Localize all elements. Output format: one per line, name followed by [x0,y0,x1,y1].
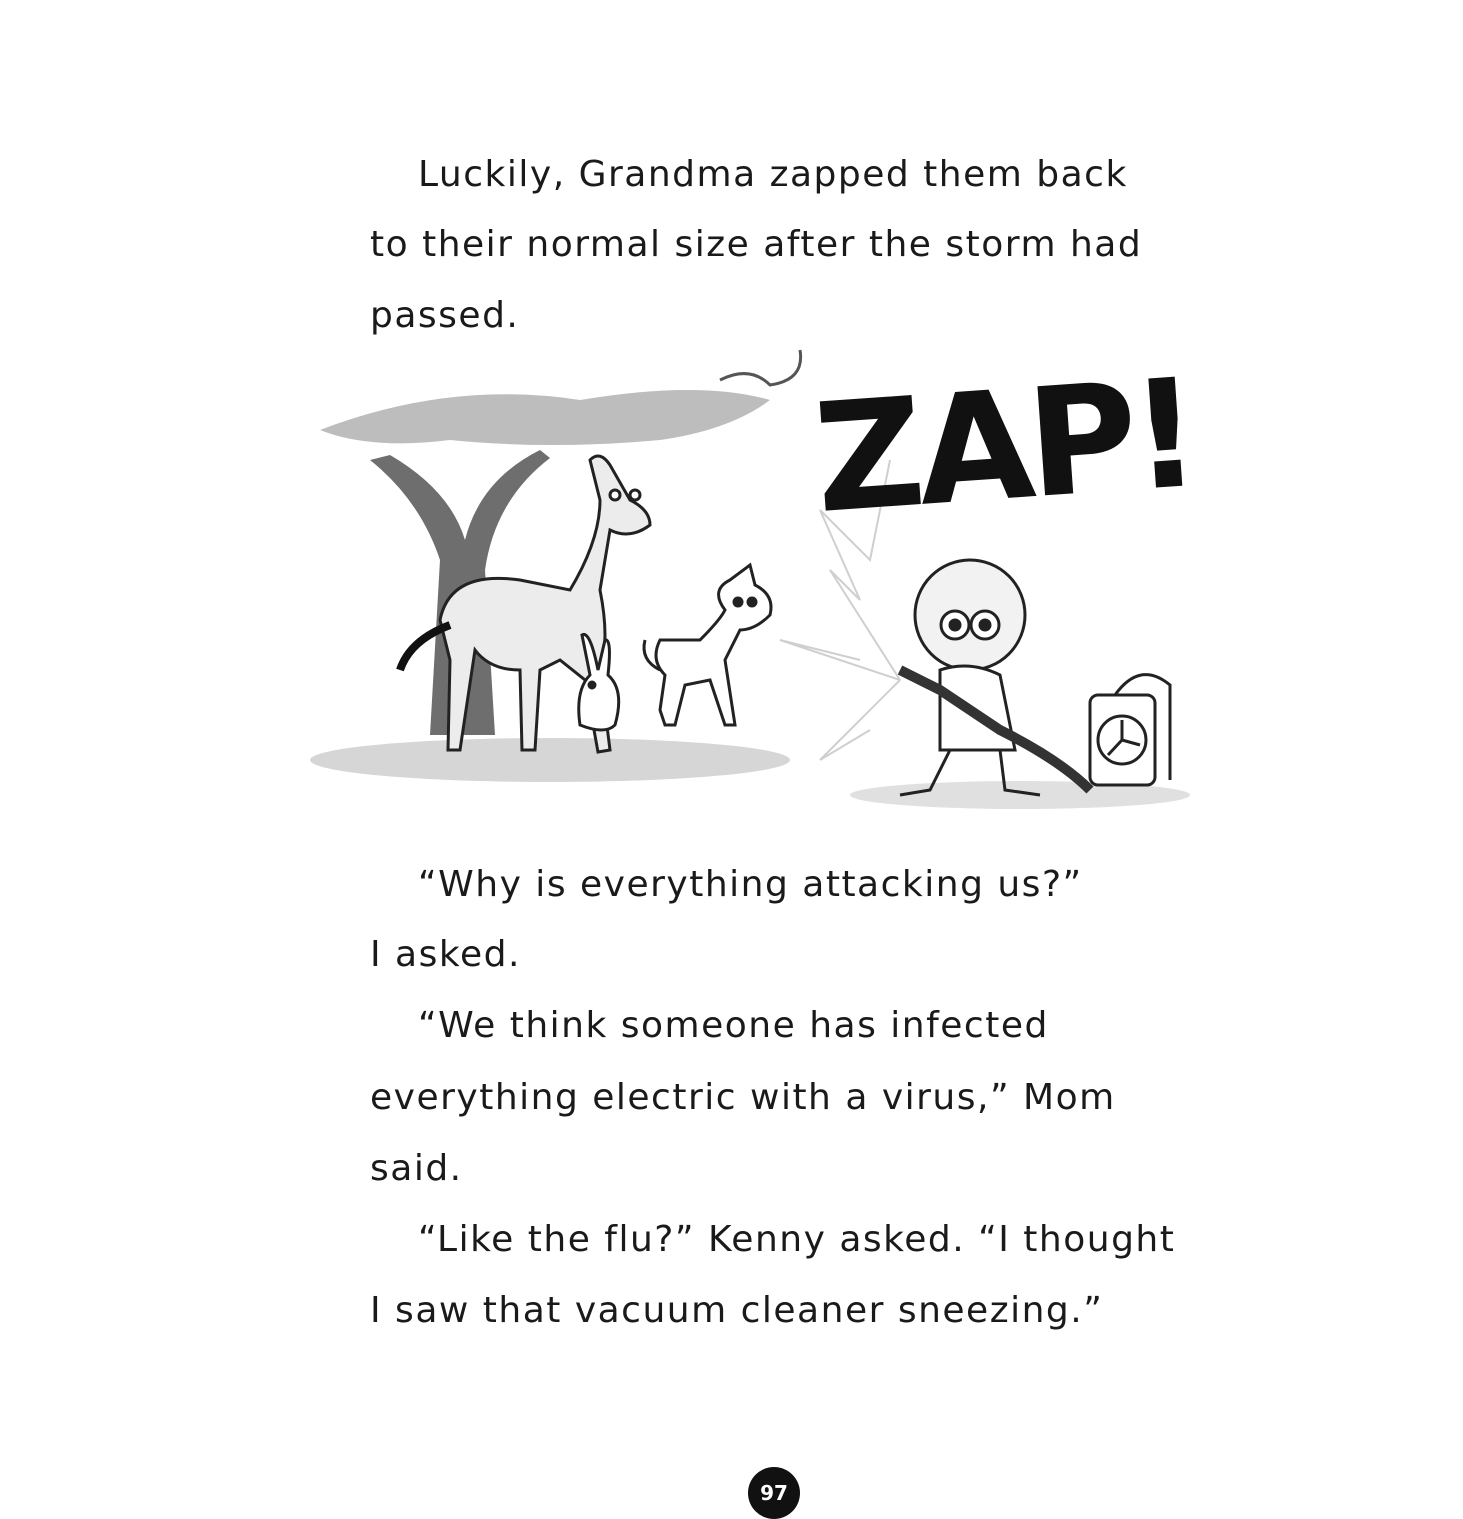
dialogue-line: said. [370,1148,463,1189]
dialogue-line: “We think someone has infected [418,1005,1049,1046]
zap-sound-effect: ZAP! [809,346,1200,548]
dialogue-line: “Like the flu?” Kenny asked. “I thought [418,1219,1176,1260]
paragraph-line: passed. [370,295,520,336]
dialogue-line: “Why is everything attacking us?” [418,864,1083,905]
paragraph-line: Luckily, Grandma zapped them back [418,154,1128,195]
dialogue-line: everything electric with a virus,” Mom [370,1077,1116,1118]
ground-shadow [310,738,1190,809]
paragraph-line: to their normal size after the storm had [370,224,1143,265]
dog-icon [644,565,771,725]
girl-icon [900,560,1090,795]
dialogue-line: I asked. [370,934,521,975]
dialogue-line: I saw that vacuum cleaner sneezing.” [370,1290,1104,1331]
page-number: 97 [748,1467,800,1519]
vacuum-cleaner-icon [1090,675,1170,785]
